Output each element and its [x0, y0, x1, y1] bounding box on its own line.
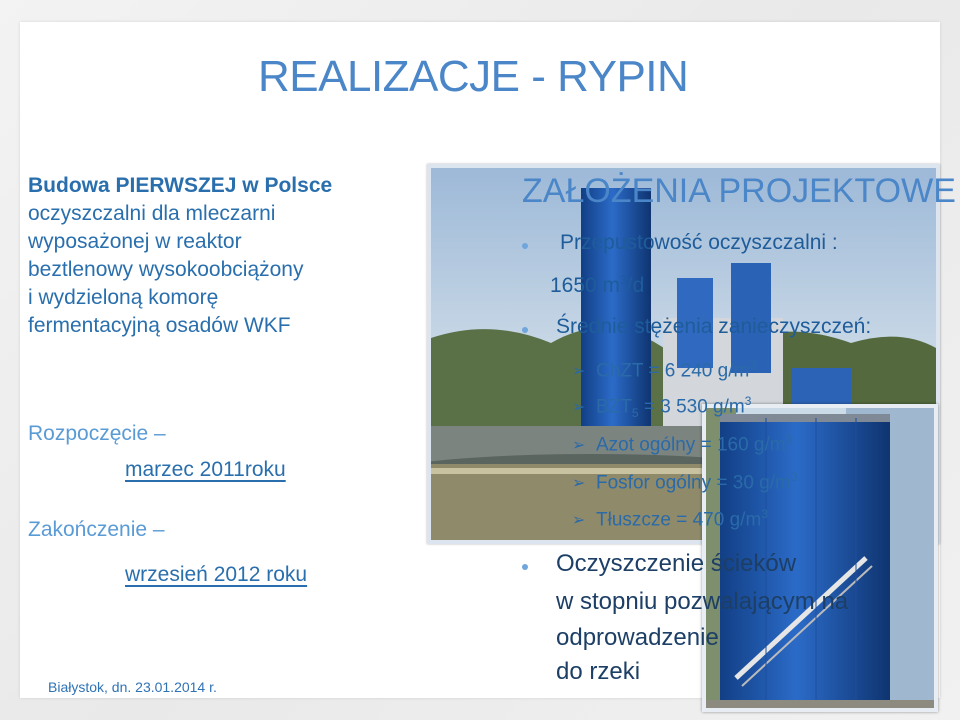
description-line: i wydzieloną komorę — [28, 286, 219, 309]
chevron-right-icon: ➢ — [572, 437, 586, 455]
description-line: oczyszczalni dla mleczarni — [28, 202, 276, 225]
chevron-right-icon: ➢ — [572, 475, 586, 493]
slide-title: REALIZACJE - RYPIN — [258, 52, 689, 101]
result-line: odprowadzenie — [556, 624, 719, 651]
description-line: wyposażonej w reaktor — [28, 230, 242, 253]
bullet-icon — [522, 243, 528, 249]
description-line: fermentacyjną osadów WKF — [28, 314, 291, 337]
footer-date: Białystok, dn. 23.01.2014 r. — [48, 679, 217, 695]
start-value: marzec 2011roku — [125, 458, 286, 481]
bullet-icon — [522, 564, 528, 570]
bullet-icon — [522, 327, 528, 333]
end-value: wrzesień 2012 roku — [125, 563, 308, 586]
result-line: w stopniu pozwalającym na — [556, 588, 849, 615]
assumption-item-phosphorus: ➢ Fosfor ogólny = 30 $g/m^3$ — [572, 470, 798, 494]
result-line: do rzeki — [556, 658, 641, 685]
chevron-right-icon: ➢ — [572, 512, 586, 530]
chevron-right-icon: ➢ — [572, 399, 586, 417]
chevron-right-icon: ➢ — [572, 363, 586, 381]
assumptions-heading: ZAŁOŻENIA PROJEKTOWE — [522, 172, 956, 210]
capacity-value: 1650 $m^3/d$ — [550, 273, 645, 297]
assumption-item-bod: ➢ $BZT_5 = 3$ 530 $g/m^3$ — [572, 394, 752, 421]
result-line: Oczyszczenie ścieków — [556, 550, 797, 577]
concentrations-label: Średnie stężenia zanieczyszczeń: — [556, 315, 872, 338]
description-line: Budowa PIERWSZEJ w Polsce — [28, 174, 333, 197]
assumption-item-nitrogen: ➢ Azot ogólny = 160 $g/m^3$ — [572, 432, 793, 456]
capacity-label: Przepustowość oczyszczalni : — [560, 231, 838, 254]
project-description — [28, 172, 418, 340]
description-line: beztlenowy wysokoobciążony — [28, 258, 304, 281]
end-label: Zakończenie – — [28, 518, 165, 541]
assumption-item-fats: ➢ Tłuszcze = 470 $g/m^3$ — [572, 507, 768, 531]
assumption-item-cod: ➢ ChZT = 6 240 $g/m^3$ — [572, 358, 756, 382]
start-label: Rozpoczęcie – — [28, 422, 166, 445]
